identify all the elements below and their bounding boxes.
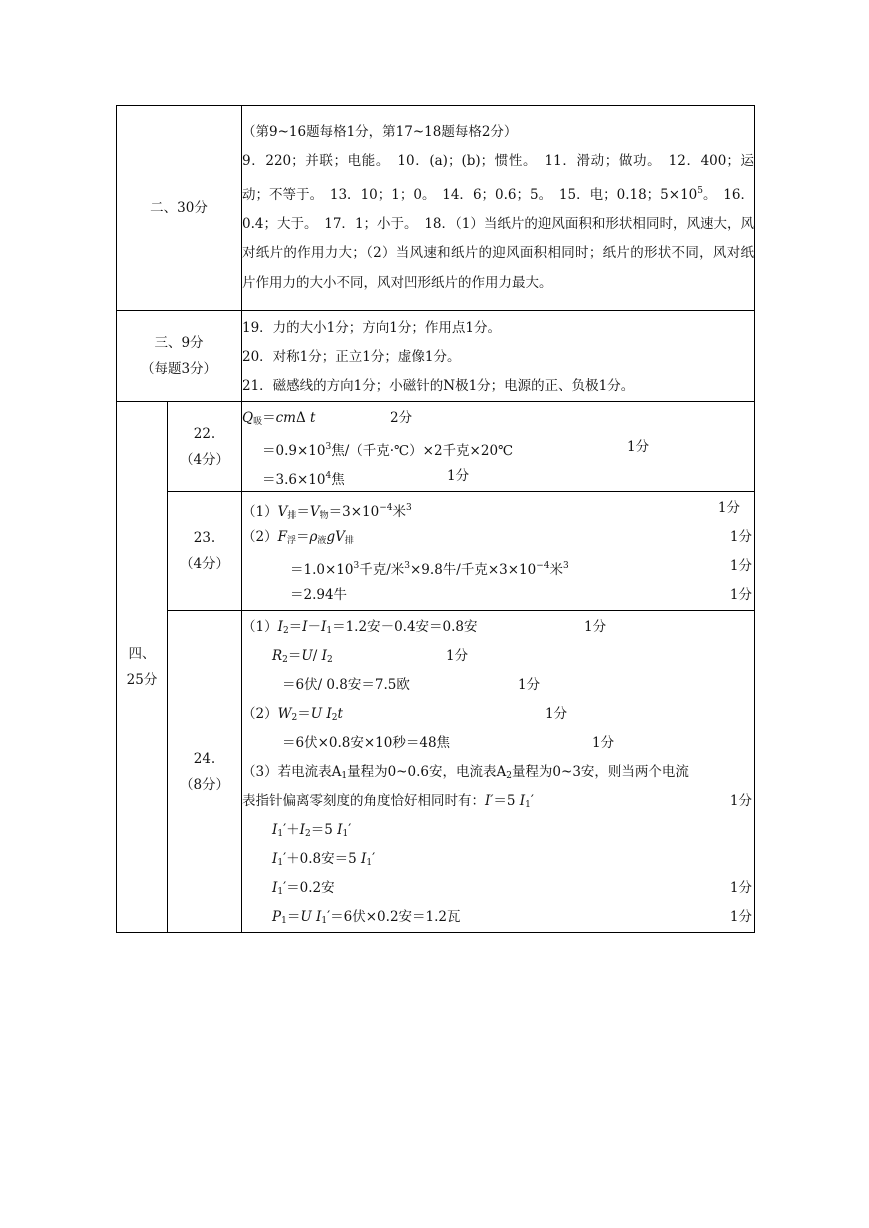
q23-line-1 xyxy=(242,494,754,523)
q24-point-3: 1分 xyxy=(518,677,541,693)
q24-line-9 xyxy=(242,874,754,903)
q24-l2-slash: / xyxy=(312,648,322,664)
q23-l1-v: V xyxy=(277,504,288,520)
q23-l3-d: 米 xyxy=(549,562,564,578)
q23-score: （4分） xyxy=(179,556,230,572)
q22-l2-a: ＝0.9×10 xyxy=(262,443,326,459)
q23-l1-uexp: 3 xyxy=(406,503,412,513)
q24-l6a-c: 量程为0~3安，则当两个电流 xyxy=(511,764,689,780)
q24-l8-s1: 1 xyxy=(277,858,284,868)
q24-l10-u: U xyxy=(300,909,312,925)
q22-l2-exp: 3 xyxy=(325,442,332,452)
section-2-row xyxy=(117,106,755,311)
q22-l3-exp: 4 xyxy=(325,471,332,481)
section-4-label-cell xyxy=(117,402,168,933)
q22-point-3: 1分 xyxy=(447,468,470,484)
q24-l9-a: ′＝0.2安 xyxy=(283,880,335,896)
section-3-row xyxy=(117,311,755,402)
q24-l2-i: I xyxy=(321,648,327,664)
q24-point-7: 1分 xyxy=(729,880,752,896)
q24-l7-i2: I xyxy=(299,822,305,838)
section-2-text xyxy=(242,118,754,298)
q23-point-3: 1分 xyxy=(729,558,752,574)
q23-point-4: 1分 xyxy=(729,587,752,603)
q22-row xyxy=(117,402,755,492)
q24-l1-i2: I xyxy=(302,619,308,635)
q24-l2-r: R xyxy=(272,648,283,664)
q24-l6a-s2: 2 xyxy=(506,771,512,781)
q23-l2-eq: ＝ xyxy=(295,529,310,545)
q24-l9-i: I xyxy=(272,880,278,896)
q23-l2-pre: （2） xyxy=(242,529,278,545)
q24-l1-i: I xyxy=(277,619,283,635)
q23-point-2: 1分 xyxy=(729,529,752,545)
q24-l8-s2: 1 xyxy=(366,858,373,868)
q24-l4-s2: 2 xyxy=(331,713,338,723)
q22-l3-a: ＝3.6×10 xyxy=(262,472,326,488)
q24-l1-minus: － xyxy=(307,619,322,635)
q24-l4-eq: ＝ xyxy=(297,706,311,722)
answer-20: 20．对称1分；正立1分；虚像1分。 xyxy=(242,349,461,365)
q23-l1-v2: V xyxy=(309,504,320,520)
section-2-answers-b: 。 16．0.4；大于。 17．1；小于。 18．（1）当纸片的迎风面积和形状相同时，风速大，风对纸片的作用力大；（2）当风速和纸片的迎风面积相同时；纸片的形状不同，风对纸片作用力的大小不同，风对凹形纸片的作用力最大。 xyxy=(242,186,754,291)
q24-line-2 xyxy=(242,642,754,671)
q24-l7-s1: 1 xyxy=(277,829,284,839)
q23-l2-rho: ρ xyxy=(309,529,318,545)
q24-l7-s3: 1 xyxy=(342,829,349,839)
q24-l2-eq: ＝ xyxy=(287,648,302,664)
section-4-label-b: 25分 xyxy=(126,672,158,688)
q24-l4-i: I xyxy=(326,706,332,722)
section-3-label-cell xyxy=(117,311,242,402)
q22-l3-b: 焦 xyxy=(331,472,345,488)
q24-line-6b xyxy=(242,787,754,816)
section-2-exp: 5 xyxy=(697,185,703,196)
q24-line-3 xyxy=(242,671,754,700)
q24-line-7 xyxy=(242,816,754,845)
q24-l2-u: U xyxy=(301,648,313,664)
q24-score: （8分） xyxy=(179,776,230,793)
q24-l6b-i1: I xyxy=(519,793,526,809)
section-3-label: 三、9分 xyxy=(154,335,204,351)
q23-l1-unit: 米 xyxy=(392,504,406,520)
q24-line-8 xyxy=(242,845,754,874)
q22-point-2: 1分 xyxy=(627,439,650,455)
q23-l3-b: 千克/米 xyxy=(359,562,405,578)
q22-symbol-q: Q xyxy=(242,410,254,426)
q24-line-6a xyxy=(242,758,754,787)
q23-l2-f: F xyxy=(277,529,287,545)
q24-l4-w: W xyxy=(277,706,292,722)
q22-delta: Δ xyxy=(295,410,306,426)
q24-l7-b: ＝5 xyxy=(310,822,338,838)
q24-l1-s1: 1 xyxy=(326,626,333,636)
q23-l2-v: V xyxy=(335,529,345,545)
q24-l4-s: 2 xyxy=(291,713,298,723)
q22-line-1 xyxy=(242,404,754,433)
q24-point-4: 1分 xyxy=(545,706,568,722)
q23-l1-eq: ＝ xyxy=(296,504,310,520)
q23-row xyxy=(117,492,755,611)
q24-l6b-s: 1 xyxy=(525,800,531,810)
q24-l7-a: ′＋ xyxy=(283,822,300,838)
q24-answer xyxy=(242,611,755,933)
q24-l2-s2: 2 xyxy=(326,655,333,665)
q24-l1-i3: I xyxy=(321,619,327,635)
q24-l7-i: I xyxy=(272,822,278,838)
q24-l7-c: ′ xyxy=(348,822,352,838)
q24-point-6: 1分 xyxy=(729,793,752,809)
q24-l2-s: 2 xyxy=(282,655,288,665)
answer-21: 21．磁感线的方向1分；小磁针的N极1分；电源的正、负极1分。 xyxy=(242,378,635,394)
section-2-answers xyxy=(242,106,755,311)
q22-score: （4分） xyxy=(179,451,230,468)
q24-l10-rest: ′＝6伏×0.2安＝1.2瓦 xyxy=(327,909,461,925)
q24-l6b-p: ′ xyxy=(530,793,534,809)
q23-point-1: 1分 xyxy=(717,500,740,516)
q24-line-1 xyxy=(242,613,754,642)
q24-l1-eq: ＝ xyxy=(288,619,303,635)
q23-label-cell xyxy=(168,492,242,611)
q24-row xyxy=(117,611,755,933)
q24-l8-b: ′ xyxy=(372,851,376,867)
q22-answer xyxy=(242,402,755,492)
q24-point-8: 1分 xyxy=(729,909,752,925)
q24-l1-s2: 2 xyxy=(282,626,289,636)
q23-l1-val: ＝3×10 xyxy=(328,504,380,520)
q24-l3: ＝6伏/ 0.8安＝7.5欧 xyxy=(282,677,410,693)
q22-label-cell xyxy=(168,402,242,492)
q24-l5: ＝6伏×0.8安×10秒＝48焦 xyxy=(282,735,451,751)
q22-cm: cm xyxy=(275,410,296,426)
q24-l8-i2: I xyxy=(361,851,367,867)
q23-l2-s2: 液 xyxy=(317,536,327,546)
q22-line-2 xyxy=(242,433,754,462)
q24-l1-rest: ＝1.2安－0.4安＝0.8安 xyxy=(332,619,478,635)
q23-l2-s1: 浮 xyxy=(286,536,296,546)
q22-number: 22. xyxy=(193,425,216,442)
section-3-sub: （每题3分） xyxy=(140,361,218,377)
q24-l6b-eq: ＝5 xyxy=(493,793,520,809)
q24-l10-s2: 1 xyxy=(321,916,328,926)
q24-l8-a: ′＋0.8安＝5 xyxy=(283,851,361,867)
q23-l3-e1: 3 xyxy=(353,561,360,571)
q23-l3-c: ×9.8牛/千克×3×10 xyxy=(410,562,537,578)
q23-l3-e4: 3 xyxy=(563,561,569,571)
q23-l1-pre: （1） xyxy=(242,504,278,520)
q23-l1-s1: 排 xyxy=(287,511,297,521)
q23-answer xyxy=(242,492,755,611)
q24-l4-pre: （2） xyxy=(242,706,278,722)
q24-l9-s: 1 xyxy=(277,887,284,897)
q22-t: t xyxy=(310,410,316,426)
q23-l1-s2: 物 xyxy=(319,511,329,521)
q23-l2-s3: 排 xyxy=(344,536,354,546)
section-4-label-a: 四、 xyxy=(128,646,156,662)
answer-19: 19．力的大小1分；方向1分；作用点1分。 xyxy=(242,320,501,336)
q23-l1-exp: −4 xyxy=(379,503,393,513)
q24-l6a: （3）若电流表A xyxy=(242,764,342,780)
q24-l6b-i: I′ xyxy=(485,793,494,809)
q24-line-10 xyxy=(242,903,754,932)
q24-l6a-b: 量程为0~0.6安，电流表A xyxy=(347,764,507,780)
q24-l6a-s1: 1 xyxy=(341,771,348,781)
section-2-answers-a: 9．220；并联；电能。 10．(a)；(b)；惯性。 11．滑动；做功。 12．400；运动；不等于。 13．10；1；0。 14．6；0.6；5。 15．电；0.18；5×10 xyxy=(242,153,754,203)
q24-l10-s: 1 xyxy=(281,916,287,926)
q24-l10-i: I xyxy=(316,909,322,925)
q23-l3-e3: −4 xyxy=(536,561,550,571)
q24-l1-pre: （1） xyxy=(242,619,278,635)
section-3-answers xyxy=(242,311,755,402)
q23-l3-a: ＝1.0×10 xyxy=(290,562,354,578)
q23-l3-e2: 3 xyxy=(404,561,410,571)
section-2-note: （第9~16题每格1分，第17~18题每格2分） xyxy=(242,124,518,141)
q24-l10-eq: ＝ xyxy=(286,909,301,925)
q24-number: 24. xyxy=(193,750,216,767)
q24-l8-i: I xyxy=(272,851,278,867)
q24-l7-s2: 2 xyxy=(305,829,311,839)
q24-l10-p: P xyxy=(272,909,282,925)
q24-line-5 xyxy=(242,729,754,758)
q23-line-3 xyxy=(242,552,754,581)
q22-point-1: 2分 xyxy=(390,410,413,426)
q24-l4-t: t xyxy=(337,706,343,722)
q24-line-4 xyxy=(242,700,754,729)
q24-l4-u: U xyxy=(310,706,323,722)
q23-l4: ＝2.94牛 xyxy=(290,587,348,603)
q24-label-cell xyxy=(168,611,242,933)
q24-l7-i3: I xyxy=(337,822,343,838)
q23-l2-g: g xyxy=(326,529,336,545)
q24-point-1: 1分 xyxy=(584,619,607,635)
q24-l6b: 表指针偏离零刻度的角度恰好相同时有： xyxy=(242,793,485,809)
q22-line-3 xyxy=(242,462,754,491)
section-2-label: 二、30分 xyxy=(117,106,242,311)
q22-sub: 吸 xyxy=(253,417,263,427)
q22-l2-b: 焦/（千克·℃）×2千克×20℃ xyxy=(331,443,514,459)
q24-point-2: 1分 xyxy=(446,648,469,664)
q23-line-2 xyxy=(242,523,754,552)
q24-point-5: 1分 xyxy=(592,735,615,751)
q23-line-4 xyxy=(242,581,754,610)
q22-eq: ＝ xyxy=(262,410,276,426)
q23-number: 23. xyxy=(193,530,216,546)
answer-table xyxy=(116,105,755,933)
